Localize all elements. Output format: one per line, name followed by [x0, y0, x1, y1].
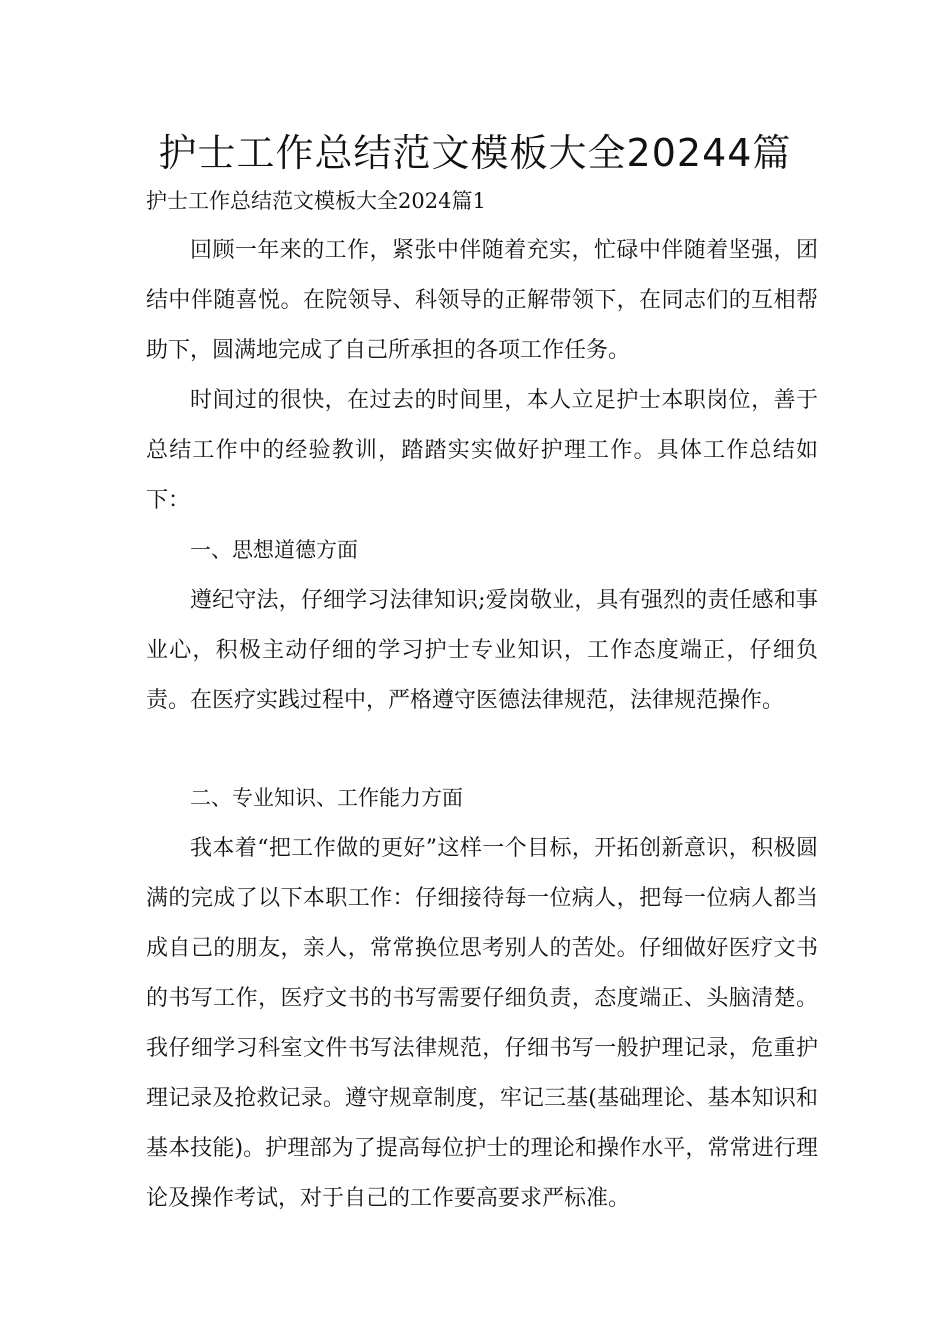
- paragraph-professional: 我本着“把工作做的更好”这样一个目标，开拓创新意识，积极圆满的完成了以下本职工作：仔细接待每一位病人，把每一位病人都当成自己的朋友，亲人，常常换位思考别人的苦处。仔细做好医疗文书的书写工作，医疗文书的书写需要仔细负责，态度端正、头脑清楚。我仔细学习科室文件书写法律规范，仔细书写一般护理记录，危重护理记录及抢救记录。遵守规章制度，牢记三基(基础理论、基本知识和基本技能)。护理部为了提高每位护士的理论和操作水平，常常进行理论及操作考试，对于自己的工作要高要求严标准。: [146, 836, 818, 1211]
- paragraph-summary-intro: 时间过的很快，在过去的时间里，本人立足护士本职岗位，善于总结工作中的经验教训，踏踏实实做好护理工作。具体工作总结如下：: [146, 388, 818, 513]
- document-title: 护士工作总结范文模板大全20244篇: [158, 131, 792, 175]
- paragraph-ethics: 遵纪守法，仔细学习法律知识;爱岗敬业，具有强烈的责任感和事业心，积极主动仔细的学习护士专业知识，工作态度端正，仔细负责。在医疗实践过程中，严格遵守医德法律规范，法律规范操作。: [146, 588, 818, 713]
- document-subtitle: 护士工作总结范文模板大全2024篇1: [146, 189, 486, 213]
- section-heading-ethics: 一、思想道德方面: [190, 538, 358, 562]
- paragraph-review: 回顾一年来的工作，紧张中伴随着充实，忙碌中伴随着坚强，团结中伴随喜悦。在院领导、科领导的正解带领下，在同志们的互相帮助下，圆满地完成了自己所承担的各项工作任务。: [146, 238, 818, 363]
- section-heading-professional: 二、专业知识、工作能力方面: [190, 786, 463, 810]
